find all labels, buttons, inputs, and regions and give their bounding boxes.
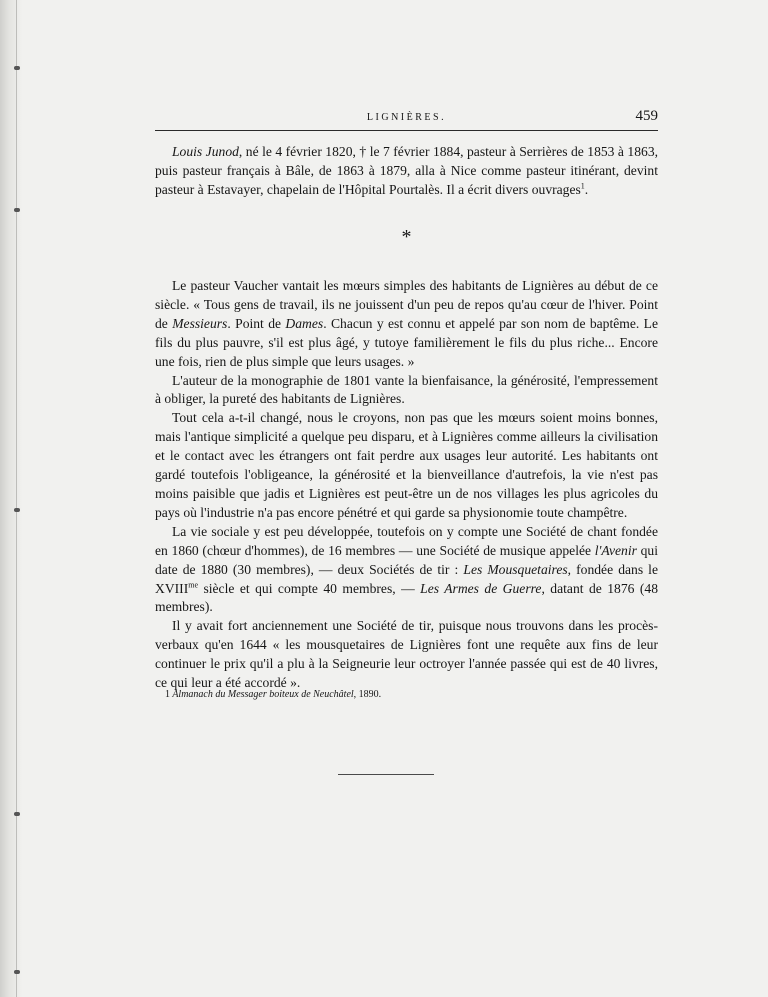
footnote-ref: 1: [580, 181, 585, 191]
binding-mark: [14, 970, 20, 974]
section-asterism: *: [401, 226, 412, 248]
footnote-source: Almanach du Messager boiteux de Neuchâtel: [172, 689, 354, 700]
page-number: 459: [635, 108, 658, 124]
body-text: [155, 277, 658, 693]
person-name: Louis Junod: [172, 144, 239, 159]
death-cross: †: [359, 144, 367, 159]
biography-paragraph: Louis Junod, né le 4 février 1820, † le 7 février 1884, pasteur à Serrières de 1853 à 1863, puis pasteur français à Bâle, de 1863 à 1879, alla à Nice comme pasteur itinérant, devint pasteur à Estavayer, chapelain de l'Hôpital Pourtalès. Il a écrit divers ouvrages$^1$.: [155, 144, 659, 197]
page-binding-edge: [0, 0, 22, 997]
paragraph-monographie: L'auteur de la monographie de 1801 vante la bienfaisance, la générosité, l'empressement à obliger, la pureté des habitants de Lignières.: [155, 372, 658, 407]
footnote-year: , 1890.: [353, 689, 382, 700]
binding-line: [16, 0, 17, 997]
binding-mark: [14, 812, 20, 816]
footnote-number: 1: [165, 689, 170, 700]
header-rule: [155, 130, 658, 131]
paragraph-changement: Tout cela a-t-il changé, nous le croyons, non pas que les mœurs soient moins bonnes, mais l'antique simplicité a quelque peu disparu, et à Lignières comme ailleurs la civilisation et le contact avec les étrangers ont fait perdre aux usages leur autorité. Les habitants ont gardé toutefois l'obligeance, la générosité et la bienveillance d'autrefois, la vie n'est pas moins paisible que jadis et Lignières est peut-être un de nos villages les plus agricoles du pays où l'industrie n'a pas encore pénétré et qui garde sa physionomie toute champêtre.: [155, 410, 658, 520]
running-header: [155, 108, 658, 130]
intro-paragraph: [155, 143, 658, 200]
footnote: [165, 689, 645, 700]
running-title: LIGNIÈRES.: [366, 112, 447, 123]
paragraph-societe-tir: Il y avait fort anciennement une Société de tir, puisque nous trouvons dans les procès-verbaux qu'en 1644 « les mousquetaires de Lignières font une requête aux fins de leur continuer le prix qu'il a plu à la Seigneurie leur octroyer l'année passée qui est de 40 livres, ce qui leur a été accordé ».: [155, 618, 658, 691]
paragraph-vie-sociale: La vie sociale y est peu développée, toutefois on y compte une Société de chant fondée en 1860 (chœur d'hommes), de 16 membres — une Société de musique appelée l'Avenir qui date de 1880 (30 membres), — deux Sociétés de tir : Les Mousquetaires, fondée dans le $XVIII^{me}$ siècle et qui compte 40 membres, — Les Armes de Guerre, datant de 1876 (48 membres).: [155, 523, 658, 615]
binding-mark: [14, 508, 20, 512]
end-rule: [338, 774, 434, 775]
binding-mark: [14, 66, 20, 70]
paragraph-vaucher: Le pasteur Vaucher vantait les mœurs simples des habitants de Lignières au début de ce siècle. « Tous gens de travail, ils ne jouissent d'un peu de repos qu'au cœur de l'hiver. Point de Messieurs. Point de Dames. Chacun y est connu et appelé par son nom de baptême. Le fils du plus pauvre, s'il est plus âgé, y tutoye familièrement le fils du plus riche... Encore une fois, rien de plus simple que leurs usages. »: [155, 278, 659, 369]
binding-mark: [14, 208, 20, 212]
